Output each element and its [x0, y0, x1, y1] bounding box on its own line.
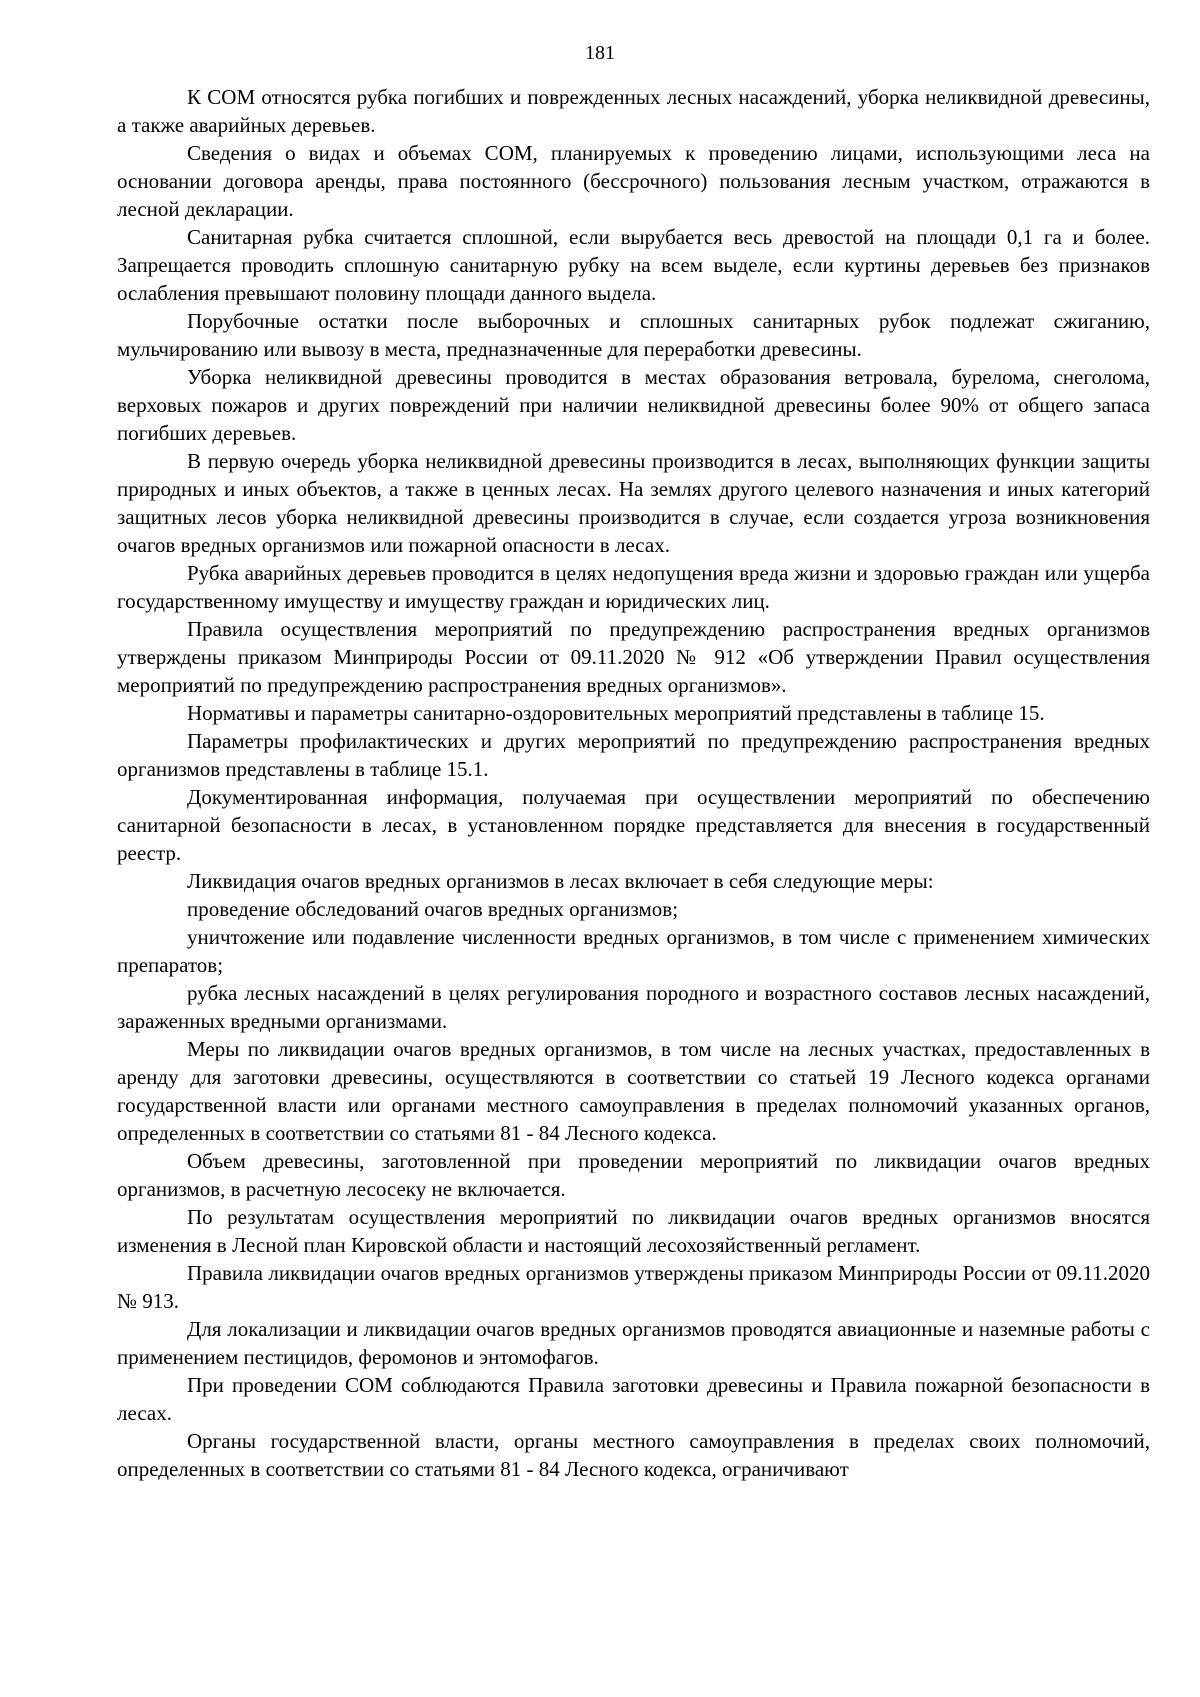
paragraph: Правила ликвидации очагов вредных организмов утверждены приказом Минприроды России от 09.11.2020 № 913. — [117, 1261, 1150, 1313]
paragraph: По результатам осуществления мероприятий по ликвидации очагов вредных организмов вносятся изменения в Лесной план Кировской области и настоящий лесохозяйственный регламент. — [117, 1205, 1150, 1257]
paragraph: Параметры профилактических и других мероприятий по предупреждению распространения вредных организмов представлены в таблице 15.1. — [117, 729, 1150, 781]
paragraph: Органы государственной власти, органы местного самоуправления в пределах своих полномочий, определенных в соответствии со статьями 81 - 84 Лесного кодекса, ограничивают — [117, 1429, 1150, 1481]
paragraph: Нормативы и параметры санитарно-оздоровительных мероприятий представлены в таблице 15. — [187, 701, 1045, 725]
paragraph: Уборка неликвидной древесины проводится в местах образования ветровала, бурелома, снеголома, верховых пожаров и других повреждений при наличии неликвидной древесины более 90% от общего запаса погибших деревьев. — [117, 365, 1150, 445]
paragraph: Для локализации и ликвидации очагов вредных организмов проводятся авиационные и наземные работы с применением пестицидов, феромонов и энтомофагов. — [117, 1317, 1150, 1369]
body-text — [117, 83, 1150, 1483]
paragraph: В первую очередь уборка неликвидной древесины производится в лесах, выполняющих функции защиты природных и иных объектов, а также в ценных лесах. На землях другого целевого назначения и иных категорий защитных лесов уборка неликвидной древесины производится в случае, если создается угроза возникновения очагов вредных организмов или пожарной опасности в лесах. — [117, 449, 1150, 557]
paragraph: Порубочные остатки после выборочных и сплошных санитарных рубок подлежат сжиганию, мульчированию или вывозу в места, предназначенные для переработки древесины. — [117, 309, 1150, 361]
paragraph: Правила осуществления мероприятий по предупреждению распространения вредных организмов утверждены приказом Минприроды России от 09.11.2020 № 912 «Об утверждении Правил осуществления мероприятий по предупреждению распространения вредных организмов». — [117, 617, 1150, 697]
list-item: уничтожение или подавление численности вредных организмов, в том числе с применением химических препаратов; — [117, 925, 1150, 977]
paragraph: Сведения о видах и объемах СОМ, планируемых к проведению лицами, использующими леса на основании договора аренды, права постоянного (бессрочного) пользования лесным участком, отражаются в лесной декларации. — [117, 141, 1150, 221]
paragraph: Рубка аварийных деревьев проводится в целях недопущения вреда жизни и здоровью граждан или ущерба государственному имуществу и имуществу граждан и юридических лиц. — [117, 561, 1150, 613]
paragraph: Санитарная рубка считается сплошной, если вырубается весь древостой на площади 0,1 га и более. Запрещается проводить сплошную санитарную рубку на всем выделе, если куртины деревьев без признаков ослабления превышают половину площади данного выдела. — [117, 225, 1150, 305]
list-item: рубка лесных насаждений в целях регулирования породного и возрастного составов лесных насаждений, зараженных вредными организмами. — [117, 981, 1150, 1033]
paragraph: Меры по ликвидации очагов вредных организмов, в том числе на лесных участках, предоставленных в аренду для заготовки древесины, осуществляются в соответствии со статьей 19 Лесного кодекса органами государственной власти или органами местного самоуправления в пределах полномочий указанных органов, определенных в соответствии со статьями 81 - 84 Лесного кодекса. — [117, 1037, 1150, 1145]
paragraph: При проведении СОМ соблюдаются Правила заготовки древесины и Правила пожарной безопасности в лесах. — [117, 1373, 1150, 1425]
paragraph: Ликвидация очагов вредных организмов в лесах включает в себя следующие меры: — [187, 869, 934, 893]
paragraph: Документированная информация, получаемая при осуществлении мероприятий по обеспечению санитарной безопасности в лесах, в установленном порядке представляется для внесения в государственный реестр. — [117, 785, 1150, 865]
paragraph: К СОМ относятся рубка погибших и поврежденных лесных насаждений, уборка неликвидной древесины, а также аварийных деревьев. — [117, 85, 1150, 137]
paragraph: Объем древесины, заготовленной при проведении мероприятий по ликвидации очагов вредных организмов, в расчетную лесосеку не включается. — [117, 1149, 1150, 1201]
page-number: 181 — [585, 42, 615, 64]
list-item: проведение обследований очагов вредных организмов; — [187, 897, 679, 921]
